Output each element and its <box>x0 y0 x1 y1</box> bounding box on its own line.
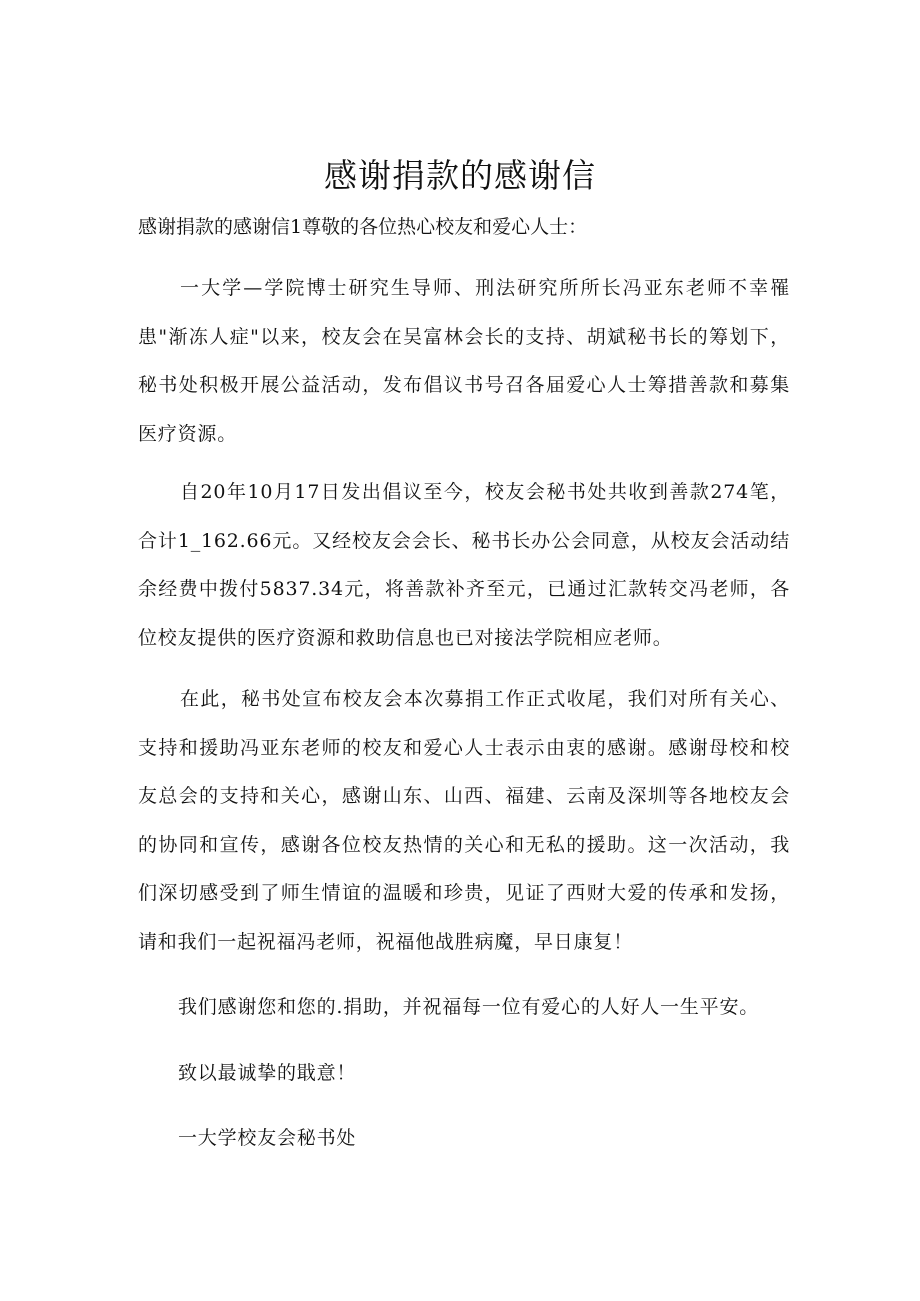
paragraph-thanks: 在此，秘书处宣布校友会本次募捐工作正式收尾，我们对所有关心、支持和援助冯亚东老师的校友和爱心人士表示由衷的感谢。感谢母校和校友总会的支持和关心，感谢山东、山西、福建、云南及深圳等各地校友会的协同和宣传，感谢各位校友热情的关心和无私的援助。这一次活动，我们深切感受到了师生情谊的温暖和珍贵，见证了西财大爱的传承和发扬，请和我们一起祝福冯老师，祝福他战胜病魔，早日康复！ <box>138 688 790 953</box>
letter-title: 感谢捐款的感谢信 <box>324 156 596 195</box>
closing-regards: 致以最诚挚的戢意！ <box>178 1062 357 1084</box>
letter-salutation: 感谢捐款的感谢信1尊敬的各位热心校友和爱心人士： <box>138 216 588 238</box>
letter-signature: 一大学校友会秘书处 <box>178 1127 357 1149</box>
paragraph-background: 一大学—学院博士研究生导师、刑法研究所所长冯亚东老师不幸罹患"渐冻人症"以来，校友会在吴富林会长的支持、胡斌秘书长的筹划下，秘书处积极开展公益活动，发布倡议书号召各届爱心人士筹措善款和募集医疗资源。 <box>138 277 790 445</box>
paragraph-donation-summary: 自20年10月17日发出倡议至今，校友会秘书处共收到善款274笔，合计1_162.66元。又经校友会会长、秘书长办公会同意，从校友会活动结余经费中拨付5837.34元，将善款补齐至元，已通过汇款转交冯老师，各位校友提供的医疗资源和救助信息也已对接法学院相应老师。 <box>138 481 790 649</box>
closing-blessing: 我们感谢您和您的.捐助，并祝福每一位有爱心的人好人一生平安。 <box>178 996 760 1018</box>
